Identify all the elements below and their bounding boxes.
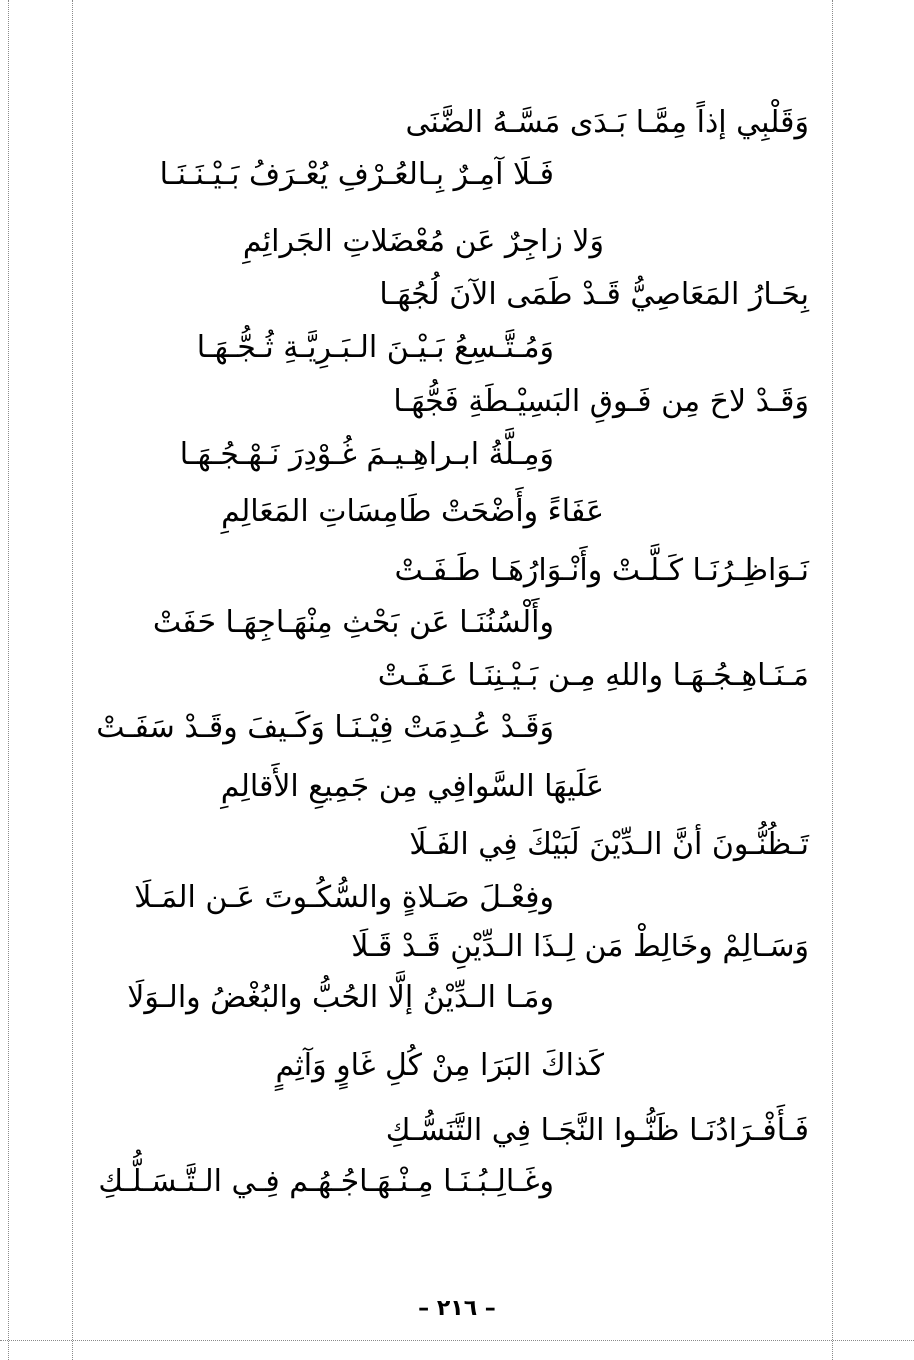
scan-margin-line-left — [8, 0, 9, 1360]
verse-refrain-2: عَفَاءً وأَضْحَتْ طَامِسَاتِ المَعَالِمِ — [221, 494, 604, 529]
verse-line-11: تَـظُنُّـونَ أنَّ الـدِّيْنَ لَبَيْكَ فِي الفَـلَا — [409, 827, 809, 862]
verse-line-5: وَقَـدْ لاحَ مِن فَـوقِ البَسِيْـطَةِ فَجُّهَـا — [393, 384, 809, 419]
scan-margin-line-inner-left — [72, 0, 73, 1360]
verse-line-12: وفِعْـلَ صَـلاةٍ والسُّكُـوتَ عَـن المَـلَا — [134, 880, 554, 915]
verse-line-7: نَـوَاظِـرُنَـا كَـلَّـتْ وأَنْـوَارُهَـا طَـفَـتْ — [394, 553, 809, 588]
verse-line-13: وَسَـالِمْ وخَالِطْ مَن لِـذَا الـدِّيْنِ قَـدْ قَـلَا — [351, 929, 809, 964]
verse-line-9: مَـنَـاهِـجُـهَـا واللهِ مِـن بَـيْـنِنَـا عَـفَـتْ — [377, 658, 809, 693]
verse-line-1: وَقَلْبِي إذاً مِمَّـا بَـدَى مَسَّـهُ الضَّنَى — [405, 105, 809, 140]
verse-line-14: ومَـا الـدِّيْنُ إلَّا الحُبُّ والبُغْضُ والـوَلَا — [127, 980, 554, 1015]
verse-line-4: وَمُـتَّـسِعُ بَـيْـنَ الـبَـرِيَّـةِ ثُـجُّـهَـا — [196, 330, 554, 365]
verse-line-15: فَـأَفْـرَادُنَـا ظَنُّـوا النَّجَـا فِي التَّنَسُّـكِ — [385, 1113, 809, 1148]
verse-refrain-4: كَذاكَ البَرَا مِنْ كُلِ غَاوٍ وَآثِمٍ — [275, 1048, 604, 1083]
verse-refrain-3: عَلَيهَا السَّوافِي مِن جَمِيعِ الأَقالِمِ — [220, 769, 604, 804]
verse-refrain-1: وَلا زاجِرٌ عَن مُعْضَلاتِ الجَرائِمِ — [242, 224, 604, 259]
verse-line-16: وغَـالِـبُـنَـا مِـنْـهَـاجُـهُـم فِـي الـتَّـسَـلُّـكِ — [98, 1164, 554, 1199]
scan-margin-line-inner-right — [832, 0, 833, 1360]
verse-line-3: بِحَـارُ المَعَاصِيُّ قَـدْ طَمَى الآنَ لُجُهَـا — [379, 277, 809, 312]
verse-line-6: وَمِـلَّةُ ابـراهِـيـمَ غُـوْدِرَ نَـهْـجُـهَـا — [179, 437, 554, 472]
verse-line-2: فَـلَا آمِـرٌ بِـالعُـرْفِ يُعْـرَفُ بَـيْـنَـنَـا — [159, 157, 554, 192]
verse-line-8: وأَلْسُنُنَـا عَن بَحْثِ مِنْهَـاجِهَـا حَفَتْ — [152, 605, 554, 640]
scan-margin-line-bottom — [0, 1340, 914, 1341]
verse-line-10: وَقَـدْ عُـدِمَتْ فِيْـنَـا وَكَـيفَ وقَـدْ سَفَـتْ — [96, 710, 554, 745]
page-number: – ٢١٦ – — [418, 1296, 496, 1321]
